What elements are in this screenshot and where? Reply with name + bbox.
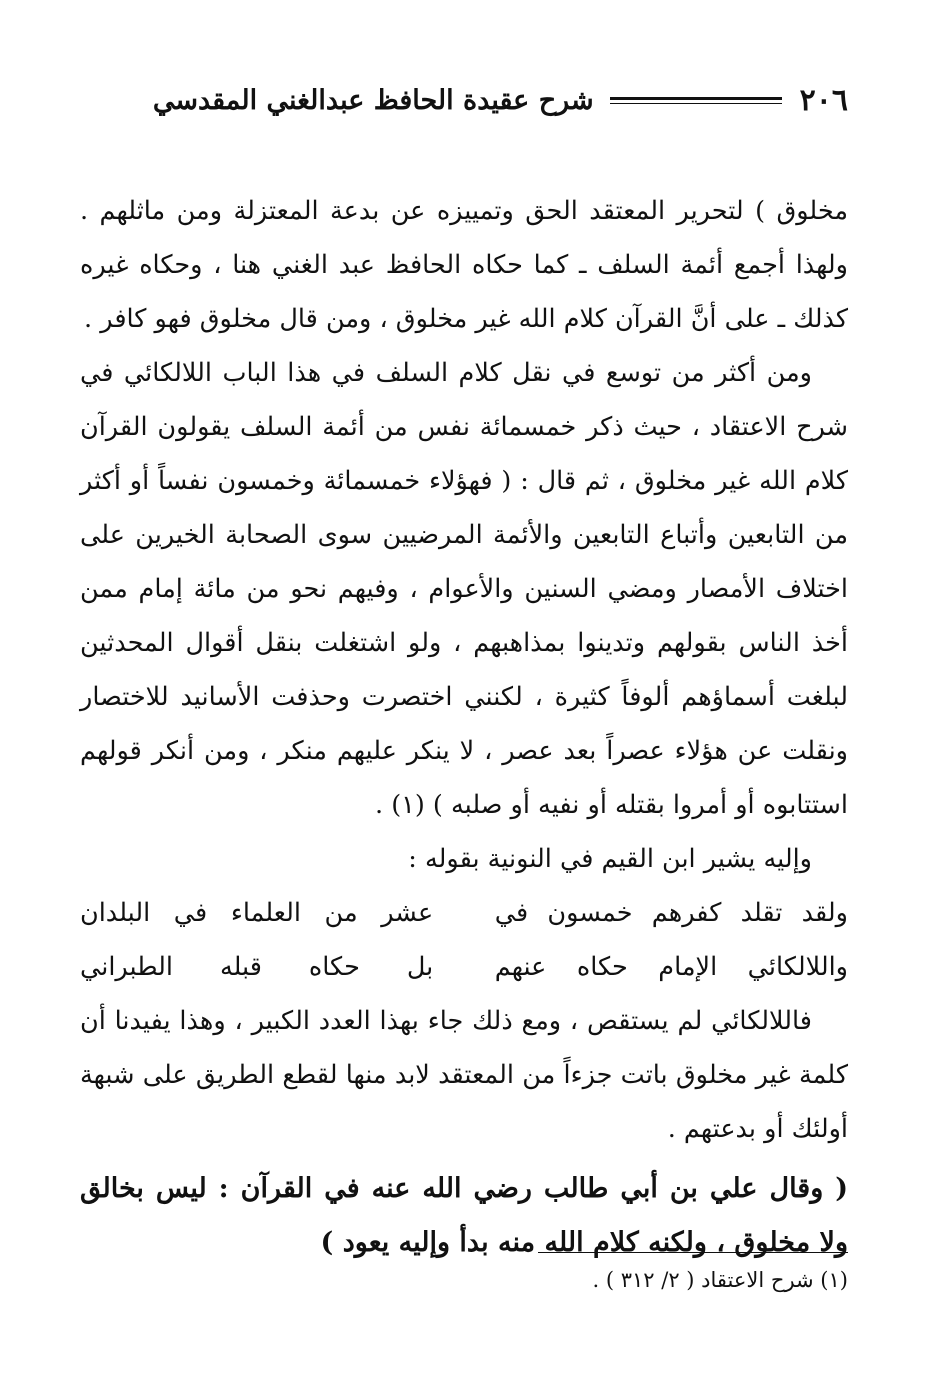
footnote: (١) شرح الاعتقاد ( ٢/ ٣١٢ ) . xyxy=(592,1268,848,1292)
poem-verse-1 xyxy=(80,886,848,940)
verse-1-first-hemistich: ولقد تقلد كفرهم خمسون في xyxy=(494,898,848,928)
paragraph-4: فاللالكائي لم يستقص ، ومع ذلك جاء بهذا العدد الكبير ، وهذا يفيدنا أن كلمة غير مخلوق باتت جزءاً من المعتقد لابد منها لقطع الطريق على شبهة أولئك أو بدعتهم . xyxy=(80,1006,848,1144)
paragraph-2: ومن أكثر من توسع في نقل كلام السلف في هذا الباب اللالكائي في شرح الاعتقاد ، حيث ذكر خمسمائة نفس من أئمة السلف يقولون القرآن كلام الله غير مخلوق ، ثم قال : ( فهؤلاء خمسمائة وخمسون نفساً أو أكثر من التابعين وأتباع التابعين والأئمة المرضيين سوى الصحابة الخيرين على اختلاف الأمصار ومضي السنين والأعوام ، وفيهم نحو من مائة إمام ممن أخذ الناس بقولهم وتدينوا بمذاهبهم ، ولو اشتغلت بنقل أقوال المحدثين لبلغت أسماؤهم ألوفاً كثيرة ، لكنني اختصرت وحذفت الأسانيد للاختصار ونقلت عن هؤلاء عصراً بعد عصر ، لا ينكر عليهم منكر ، ومن أنكر قولهم استتابوه أو أمروا بقتله أو نفيه أو صلبه ) (١) . xyxy=(80,358,848,820)
quoted-text: ( وقال علي بن أبي طالب رضي الله عنه في القرآن : ليس بخالق ولا مخلوق ، ولكنه كلام الله منه بدأ وإليه يعود ) xyxy=(80,1173,848,1258)
paragraph-1: مخلوق ) لتحرير المعتقد الحق وتمييزه عن بدعة المعتزلة ومن ماثلهم . ولهذا أجمع أئمة السلف ـ كما حكاه الحافظ عبد الغني هنا ، وحكاه غيره كذلك ـ على أنَّ القرآن كلام الله غير مخلوق ، ومن قال مخلوق فهو كافر . xyxy=(80,196,848,334)
header-rule xyxy=(610,97,782,104)
verse-2-first-hemistich: واللالكائي الإمام حكاه عنهم xyxy=(494,952,848,982)
page-header xyxy=(78,78,848,122)
verse-1-second-hemistich: عشر من العلماء في البلدان xyxy=(80,898,434,928)
paragraph-3: وإليه يشير ابن القيم في النونية بقوله : xyxy=(408,844,812,874)
body-text xyxy=(80,184,848,1270)
poem-verse-2 xyxy=(80,940,848,994)
poem xyxy=(80,886,848,994)
verse-2-second-hemistich: بل حكاه قبله الطبراني xyxy=(80,952,434,982)
footnote-rule xyxy=(538,1252,848,1253)
page-number: ٢٠٦ xyxy=(799,82,848,118)
running-title: شرح عقيدة الحافظ عبدالغني المقدسي xyxy=(152,84,594,116)
